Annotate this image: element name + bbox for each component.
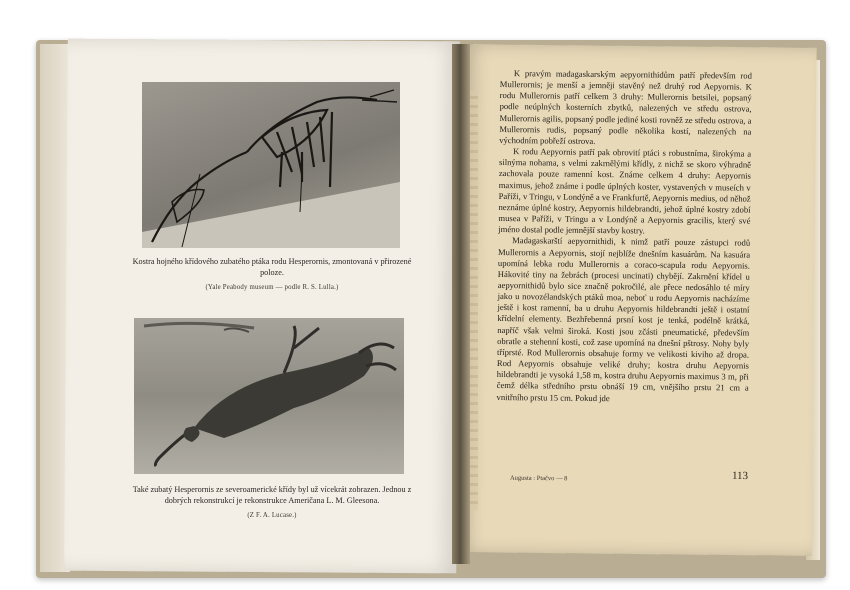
reconstruction-credit: (Z F. A. Lucase.)	[247, 512, 297, 519]
page-number: 113	[731, 469, 749, 483]
book-gutter	[452, 44, 470, 564]
right-page-text	[496, 68, 751, 405]
paragraph-2: K rodu Aepyornis patří pak obrovití ptáci s robustníma, širokýma a silnýma nohama, s velmi zakrnělými křídly, z nichž se skoro výhradně zachovala pouze ramenní kost. Známe celkem 4 druhy: Aepyornis maximus, jehož známe i podle úplných koster, vystavených v museích v Paříži, v Tringu, v Londýně a ve Frankfurtě, Aepyornis medius, od něhož neznáme úplné kostry, Aepyornis hildebrandti, jehož úplné kostry zdobí musea v Paříži, v Tringu a v Londýně a Aepyornis gracilis, který své jméno dostal podle jemnější stavby kostry.	[498, 146, 752, 236]
skeleton-credit: (Yale Peabody museum — podle R. S. Lulla.)	[205, 284, 339, 291]
reconstruction-photo	[134, 318, 404, 474]
page-footer: Augusta : Ptačvo — 8	[509, 474, 568, 483]
reconstruction-caption: Také zubatý Hesperornis ze severoamerické křídy byl už vícekrát zobrazen. Jednou z dobrých rekonstrukcí je rekonstrukce Američana L. M. Gleesona.	[132, 485, 412, 505]
paragraph-3: Madagaskarští aepyornithidi, k nimž patří pouze zástupci rodů Mullerornis a Aepyornis, stojí nejblíže dnešním kasuárům. Na kasuára upomíná lebka rodu Mullerornis a coraco-scapula rodu Aepyornis. Hákovité tiny na žebrách (procesi uncinati) chybějí. Zakrnění křídel u aepyornithidů bylo sice značně pokročilé, ale přece nedosáhlo té míry jako u novozélandských ptáků moa, neboť u rodu Aepyornis nacházíme ještě i kost ramenní, ba u druhu Aepyornis hildebrandti ještě i ostatní křídelní elementy. Bezhřebenná prsní kost je tenká, podélně krátká, napříč však velmi široká. Kosti jsou zčásti pneumatické, především obratle a stehenní kosti, což zase upomíná na dnešní pštrosy. Nohy byly tříprsté. Rod Mullerornis obsahuje formy ve velikosti kiviho až dropa. Rod Aepyornis obsahuje veliké druhy; kostra druhu Aepyornis hildebrandti je vysoká 1,58 m, kostra druhu Aepyornis maximus 3 m, při čemž délka středního prstu obnáší 19 cm, vnějšího prstu 21 cm a vnitřního prstu 15 cm. Pokud jde	[496, 235, 751, 403]
paragraph-1: K pravým madagaskarským aepyornithidům patří především rod Mullerornis; je menší a jemněji stavěný než druhý rod Aepyornis. K rodu Mullerornis patří celkem 3 druhy: Mullerornis betsilei, popsaný podle neúplných kosterních zbytků, nalezených ve středu ostrova, Mullerornis agilis, popsaný podle jediné kosti rovněž ze středu ostrova, a Mullerornis rudis, popsaný podle několika kostí, nalezených na východním pobřeží ostrova.	[499, 68, 752, 146]
bird-reconstruction-illustration	[134, 318, 404, 474]
skeleton-illustration	[142, 82, 400, 248]
torn-page-remnants	[470, 90, 478, 510]
skeleton-caption: Kostra hojného křídového zubatého ptáka rodu Hesperornis, zmontovaná v přirozené poloze.	[132, 257, 412, 277]
skeleton-photo	[142, 82, 400, 248]
